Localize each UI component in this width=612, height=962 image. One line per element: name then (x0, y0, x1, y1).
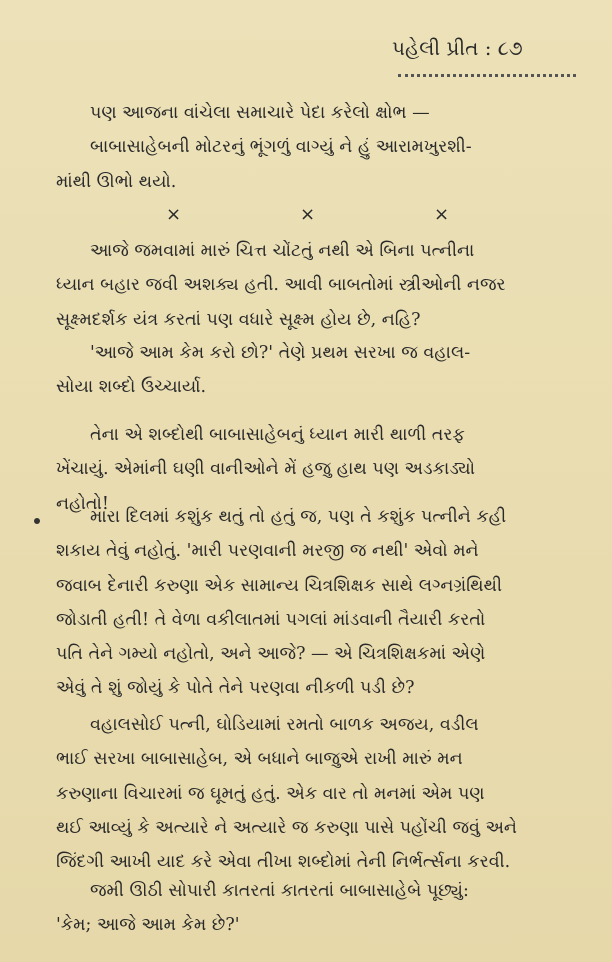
text-line: વહાલસોઈ પત્ની, ઘોડિયામાં રમતો બાળક અજય, વડીલ (90, 715, 479, 735)
text-line: પણ આજના વાંચેલા સમાચારે પેદા કરેલો ક્ષોભ — (90, 103, 430, 123)
text-line: એવું તે શું જોયું કે પોતે તેને પરણવા નીકળી પડી છે? (56, 678, 415, 699)
text-line: માંથી ઊભો થયો. (56, 171, 177, 192)
separator-mark: × (300, 204, 316, 225)
text-line: તેના એ શબ્દોથી બાબાસાહેબનું ધ્યાન મારી થાળી તરફ (90, 425, 465, 445)
text-line: જોડાતી હતી! તે વેળા વકીલાતમાં પગલાં માંડવાની તૈયારી કરતો (56, 609, 486, 630)
text-line: કરુણાના વિચારમાં જ ઘૂમતું હતું. એક વાર તો મનમાં એમ પણ (56, 783, 485, 804)
text-line: સોયા શબ્દો ઉચ્ચાર્યા. (56, 377, 207, 398)
text-line: પતિ તેને ગમ્યો નહોતો, અને આજે? — એ ચિત્રશિક્ષકમાં એણે (56, 644, 486, 665)
separator-mark: × (166, 204, 182, 225)
text-line: 'કેમ; આજે આમ કેમ છે?' (56, 915, 240, 936)
margin-dot (34, 518, 40, 524)
text-line: 'આજે આમ કેમ કરો છો?' તેણે પ્રથમ સરખા જ વહાલ- (90, 343, 471, 363)
paragraph (56, 234, 576, 337)
paragraph (56, 336, 576, 405)
text-line: બાબાસાહેબની મોટરનું ભૂંગળું વાગ્યું ને હું આરામખુરશી- (90, 137, 472, 158)
text-line: ધ્યાન બહાર જવી અશક્ય હતી. આવી બાબતોમાં સ્ત્રીઓની નજર (56, 275, 506, 296)
page-header: પહેલી પ્રીત : ૮૭ (392, 36, 523, 60)
text-line: ભાઈ સરખા બાબાસાહેબ, એ બધાને બાજુએ રાખી મારું મન (56, 749, 463, 770)
paragraph (56, 500, 576, 706)
paragraph (56, 96, 576, 199)
text-line: થઈ આવ્યું કે અત્યારે ને અત્યારે જ કરુણા પાસે પહોંચી જવું અને (56, 817, 517, 838)
text-line: જિંદગી આખી યાદ કરે એવા તીખા શબ્દોમાં તેની નિર્ભર્ત્સના કરવી. (56, 852, 511, 873)
text-line: જવાબ દેનારી કરુણા એક સામાન્ય ચિત્રશિક્ષક સાથે લગ્નગ્રંથિથી (56, 575, 502, 596)
paragraph (56, 874, 576, 943)
text-line: સૂક્ષ્મદર્શક યંત્ર કરતાં પણ વધારે સૂક્ષ્મ હોય છે, નહિ? (56, 309, 421, 330)
section-separator (0, 204, 612, 228)
header-dotted-rule (398, 74, 576, 77)
text-line: ખેંચાયું. એમાંની ઘણી વાનીઓને મેં હજુ હાથ પણ અડકાડ્યો (56, 459, 475, 480)
separator-mark: × (434, 204, 450, 225)
text-line: શકાય તેવું નહોતું. 'મારી પરણવાની મરજી જ નથી' એવો મને (56, 541, 479, 562)
text-line: મારા દિલમાં કશુંક થતું તો હતું જ, પણ તે કશુંક પત્નીને કહી (90, 507, 507, 527)
text-line: આજે જમવામાં મારું ચિત્ત ચોંટતું નથી એ બિના પત્નીના (90, 241, 475, 261)
text-line: જમી ઊઠી સોપારી કાતરતાં કાતરતાં બાબાસાહેબે પૂછ્યું: (90, 881, 469, 901)
text-line: નહોતો! (56, 493, 109, 514)
paragraph (56, 708, 576, 879)
